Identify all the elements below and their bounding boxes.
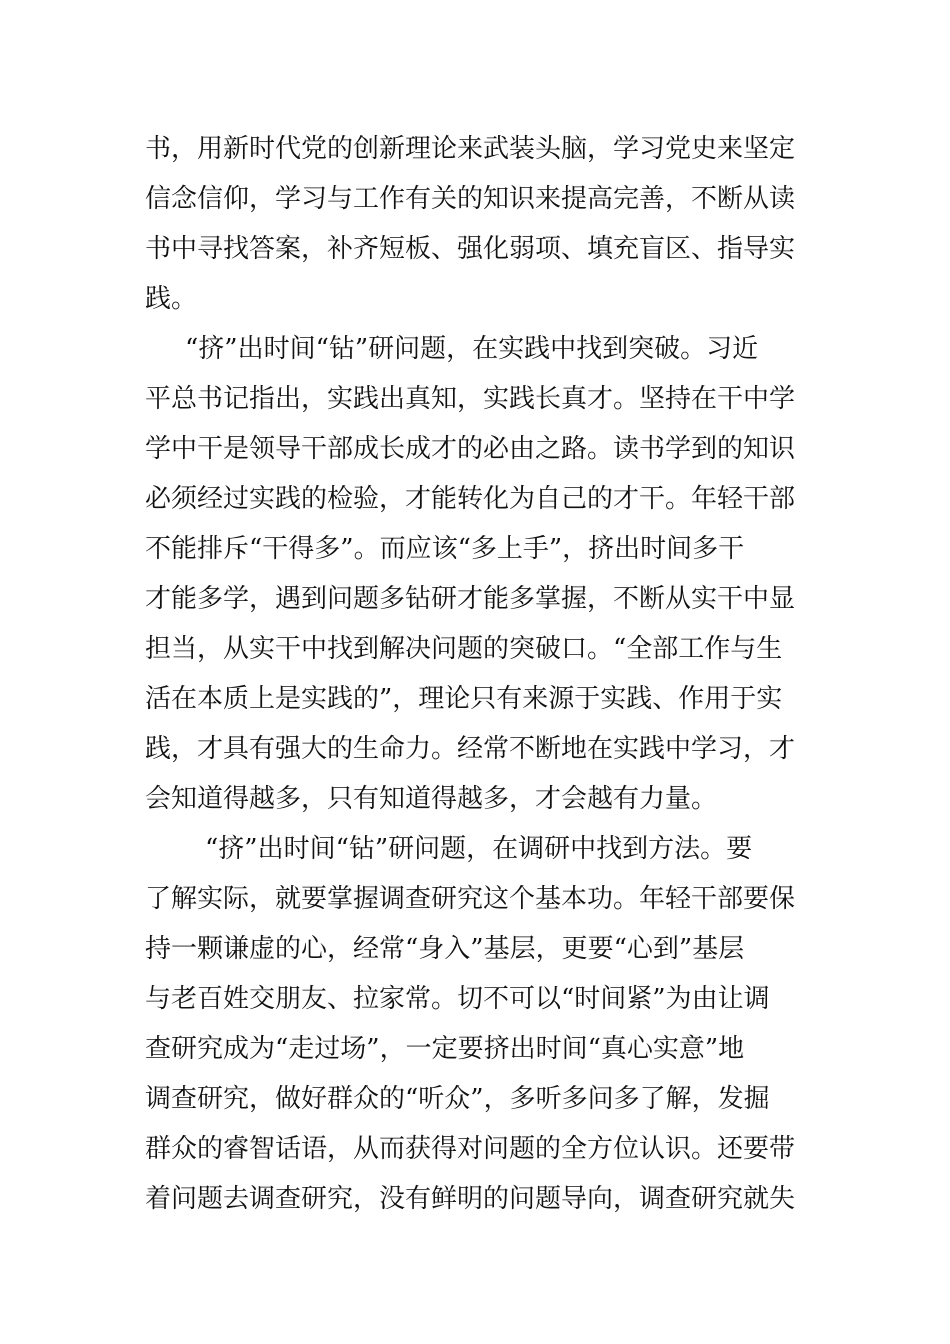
text-line: “挤”出时间“钻”研问题，在调研中找到方法。要 <box>205 834 753 864</box>
text-line: 必须经过实践的检验，才能转化为自己的才干。年轻干部 <box>145 484 796 514</box>
text-line: 信念信仰，学习与工作有关的知识来提高完善，不断从读 <box>145 184 796 214</box>
text-line: 活在本质上是实践的”，理论只有来源于实践、作用于实 <box>145 684 783 714</box>
text-line: 了解实际，就要掌握调查研究这个基本功。年轻干部要保 <box>145 884 796 914</box>
paragraph-3 <box>145 824 810 1224</box>
text-line: 不能排斥“干得多”。而应该“多上手”，挤出时间多干 <box>145 534 745 564</box>
text-line: “挤”出时间“钻”研问题，在实践中找到突破。习近 <box>185 334 759 364</box>
text-line: 担当，从实干中找到解决问题的突破口。“全部工作与生 <box>145 634 783 664</box>
text-line: 书，用新时代党的创新理论来武装头脑，学习党史来坚定 <box>145 134 796 164</box>
text-line: 践，才具有强大的生命力。经常不断地在实践中学习，才 <box>145 734 796 764</box>
text-line: 群众的睿智话语，从而获得对问题的全方位认识。还要带 <box>145 1134 796 1164</box>
text-line: 学中干是领导干部成长成才的必由之路。读书学到的知识 <box>145 434 796 464</box>
paragraph-2 <box>145 324 810 824</box>
text-line: 平总书记指出，实践出真知，实践长真才。坚持在干中学 <box>145 384 796 414</box>
document-body <box>145 124 810 1224</box>
text-line: 着问题去调查研究，没有鲜明的问题导向，调查研究就失 <box>145 1184 796 1214</box>
text-line: 践。 <box>145 284 198 314</box>
text-line: 调查研究，做好群众的“听众”，多听多问多了解，发掘 <box>145 1084 770 1114</box>
text-line: 查研究成为“走过场”，一定要挤出时间“真心实意”地 <box>145 1034 745 1064</box>
text-line: 会知道得越多，只有知道得越多，才会越有力量。 <box>145 784 718 814</box>
text-line: 持一颗谦虚的心，经常“身入”基层，更要“心到”基层 <box>145 934 745 964</box>
text-line: 才能多学，遇到问题多钻研才能多掌握，不断从实干中显 <box>145 584 796 614</box>
paragraph-1 <box>145 124 810 324</box>
text-line: 与老百姓交朋友、拉家常。切不可以“时间紧”为由让调 <box>145 984 770 1014</box>
text-line: 书中寻找答案，补齐短板、强化弱项、填充盲区、指导实 <box>145 234 796 264</box>
